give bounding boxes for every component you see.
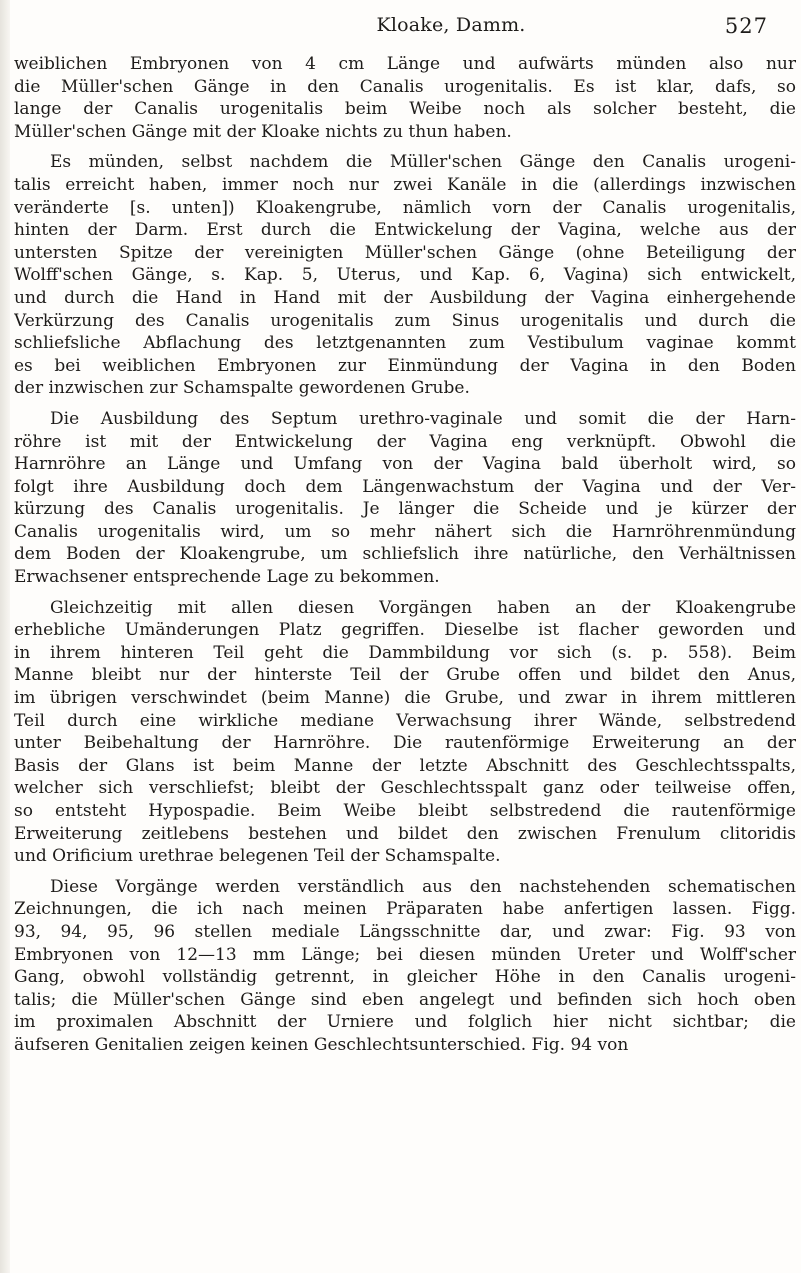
text-line: 93, 94, 95, 96 stellen mediale Längsschnitte dar, und zwar: Fig. 93 von bbox=[14, 921, 796, 942]
text-line: talis; die Müller'schen Gänge sind eben angelegt und befinden sich hoch oben bbox=[14, 989, 796, 1010]
text-line: in ihrem hinteren Teil geht die Dammbildung vor sich (s. p. 558). Beim bbox=[14, 642, 796, 663]
text-line: hinten der Darm. Erst durch die Entwickelung der Vagina, welche aus der bbox=[14, 220, 796, 241]
page-gutter-shadow bbox=[0, 0, 10, 1273]
text-line: Gang, obwohl vollständig getrennt, in gleicher Höhe in den Canalis urogeni- bbox=[14, 967, 796, 988]
text-line: Canalis urogenitalis wird, um so mehr nähert sich die Harnröhrenmündung bbox=[14, 521, 796, 542]
text-line: schliefsliche Abflachung des letztgenannten zum Vestibulum vaginae kommt bbox=[14, 333, 796, 354]
text-line: Teil durch eine wirkliche mediane Verwachsung ihrer Wände, selbstredend bbox=[14, 710, 796, 731]
text-line: Embryonen von 12—13 mm Länge; bei diesen münden Ureter und Wolff'scher bbox=[14, 944, 796, 965]
text-line: Manne bleibt nur der hinterste Teil der Grube offen und bildet den Anus, bbox=[14, 665, 796, 686]
text-line: Erweiterung zeitlebens bestehen und bildet den zwischen Frenulum clitoridis bbox=[14, 823, 796, 844]
text-line: untersten Spitze der vereinigten Müller'schen Gänge (ohne Beteiligung der bbox=[14, 242, 796, 263]
text-line: röhre ist mit der Entwickelung der Vagina eng verknüpft. Obwohl die bbox=[14, 431, 796, 452]
paragraph bbox=[14, 597, 796, 868]
page-body bbox=[14, 53, 796, 1065]
text-line: erhebliche Umänderungen Platz gegriffen. Dieselbe ist flacher geworden und bbox=[14, 620, 796, 641]
text-line: folgt ihre Ausbildung doch dem Längenwachstum der Vagina und der Ver- bbox=[14, 476, 796, 497]
text-line: Diese Vorgänge werden verständlich aus den nachstehenden schematischen bbox=[50, 876, 796, 897]
text-line: Harnröhre an Länge und Umfang von der Vagina bald überholt wird, so bbox=[14, 454, 796, 475]
text-line: kürzung des Canalis urogenitalis. Je länger die Scheide und je kürzer der bbox=[14, 499, 796, 520]
text-line: Wolff'schen Gänge, s. Kap. 5, Uterus, und Kap. 6, Vagina) sich entwickelt, bbox=[14, 265, 796, 286]
text-line: talis erreicht haben, immer noch nur zwei Kanäle in die (allerdings inzwischen bbox=[14, 174, 796, 195]
text-line: Die Ausbildung des Septum urethro-vaginale und somit die der Harn- bbox=[50, 408, 796, 429]
text-line: Gleichzeitig mit allen diesen Vorgängen haben an der Kloakengrube bbox=[50, 597, 796, 618]
text-line: die Müller'schen Gänge in den Canalis urogenitalis. Es ist klar, dafs, so bbox=[14, 76, 796, 97]
text-line: im proximalen Abschnitt der Urniere und folglich hier nicht sichtbar; die bbox=[14, 1012, 796, 1033]
text-line: Erwachsener entsprechende Lage zu bekommen. bbox=[14, 567, 440, 588]
running-header bbox=[134, 14, 768, 44]
header-title: Kloake, Damm. bbox=[376, 14, 526, 36]
paragraph bbox=[14, 876, 796, 1057]
paragraph bbox=[14, 53, 796, 143]
text-line: weiblichen Embryonen von 4 cm Länge und aufwärts münden also nur bbox=[14, 54, 796, 74]
text-line: welcher sich verschliefst; bleibt der Geschlechtsspalt ganz oder teilweise offen, bbox=[14, 778, 796, 799]
text-line: und Orificium urethrae belegenen Teil der Schamspalte. bbox=[14, 846, 501, 867]
text-line: äufseren Genitalien zeigen keinen Geschlechtsunterschied. Fig. 94 von bbox=[14, 1034, 629, 1055]
text-line: im übrigen verschwindet (beim Manne) die Grube, und zwar in ihrem mittleren bbox=[14, 688, 796, 709]
text-line: es bei weiblichen Embryonen zur Einmündung der Vagina in den Boden bbox=[14, 355, 796, 376]
text-line: Basis der Glans ist beim Manne der letzte Abschnitt des Geschlechtsspalts, bbox=[14, 755, 796, 776]
text-line: und durch die Hand in Hand mit der Ausbildung der Vagina einhergehende bbox=[14, 287, 796, 308]
paragraph bbox=[14, 151, 796, 400]
page-number: 527 bbox=[724, 14, 768, 38]
text-line: Verkürzung des Canalis urogenitalis zum Sinus urogenitalis und durch die bbox=[14, 310, 796, 331]
text-line: lange der Canalis urogenitalis beim Weibe noch als solcher besteht, die bbox=[14, 99, 796, 120]
text-line: so entsteht Hypospadie. Beim Weibe bleibt selbstredend die rautenförmige bbox=[14, 801, 796, 821]
text-line: veränderte [s. unten]) Kloakengrube, nämlich vorn der Canalis urogenitalis, bbox=[14, 197, 796, 218]
text-line: Zeichnungen, die ich nach meinen Präparaten habe anfertigen lassen. Figg. bbox=[14, 899, 796, 920]
text-line: unter Beibehaltung der Harnröhre. Die rautenförmige Erweiterung an der bbox=[14, 733, 796, 754]
text-line: der inzwischen zur Schamspalte gewordenen Grube. bbox=[14, 378, 470, 399]
text-line: dem Boden der Kloakengrube, um schliefslich ihre natürliche, den Verhältnissen bbox=[14, 544, 796, 565]
paragraph bbox=[14, 408, 796, 589]
text-line: Müller'schen Gänge mit der Kloake nichts zu thun haben. bbox=[14, 121, 512, 142]
text-line: Es münden, selbst nachdem die Müller'schen Gänge den Canalis urogeni- bbox=[50, 152, 796, 173]
